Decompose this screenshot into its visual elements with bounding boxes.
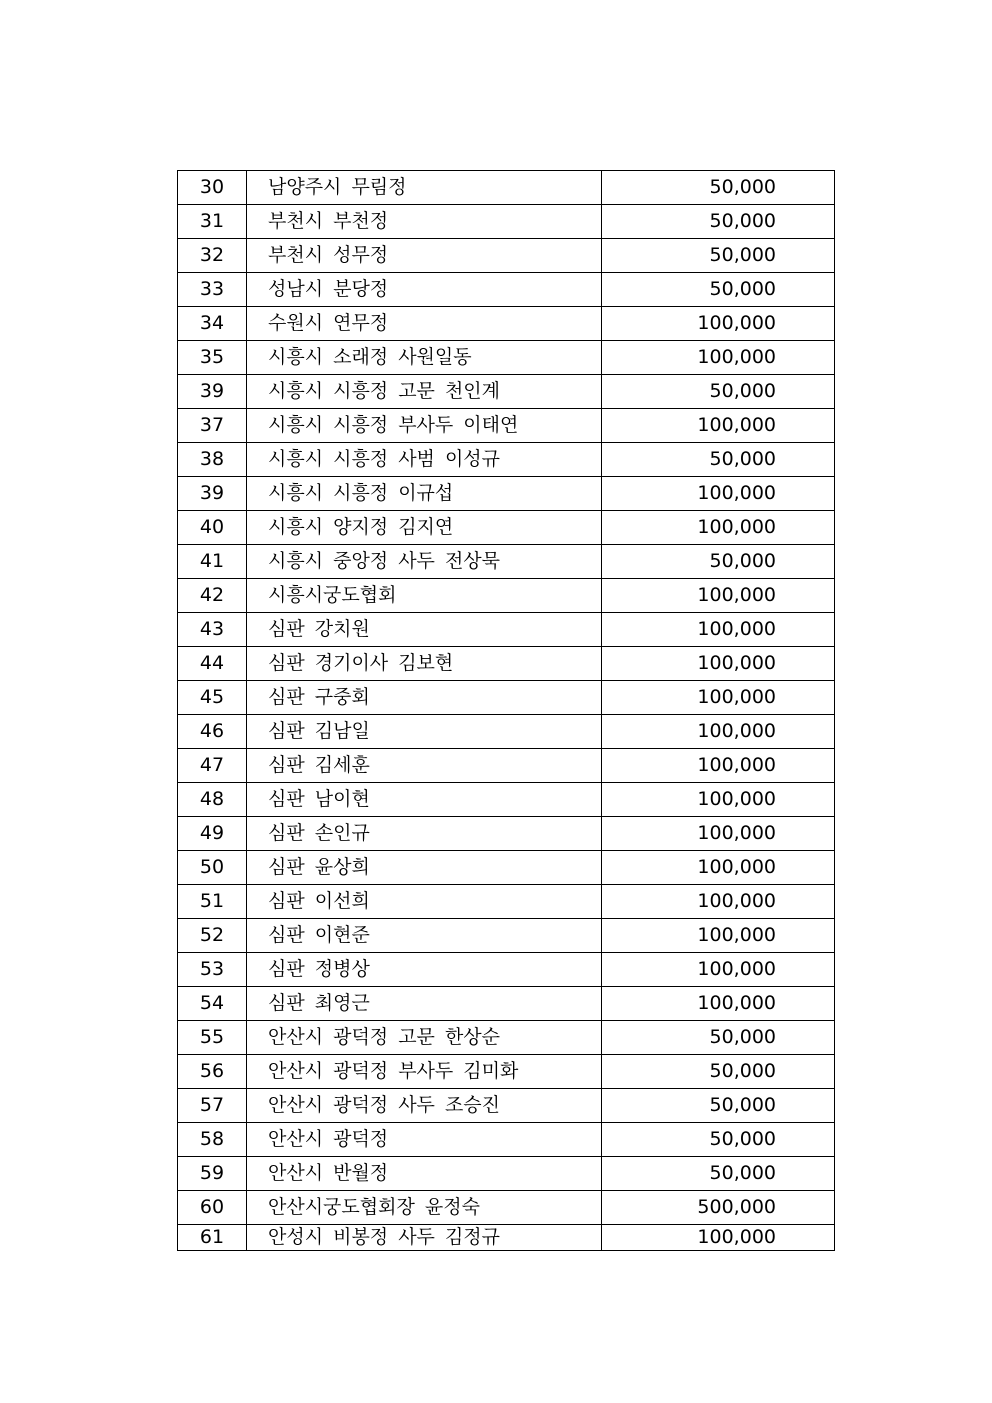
donation-amount: 100,000 <box>602 681 835 715</box>
donor-name: 안성시 비봉정 사두 김정규 <box>247 1225 602 1251</box>
donation-amount: 50,000 <box>602 273 835 307</box>
table-row <box>178 1021 835 1055</box>
donation-amount: 50,000 <box>602 545 835 579</box>
donor-name: 심판 윤상희 <box>247 851 602 885</box>
table-row <box>178 443 835 477</box>
donation-amount: 100,000 <box>602 953 835 987</box>
table-row <box>178 987 835 1021</box>
donation-table <box>177 170 835 1251</box>
table-row <box>178 477 835 511</box>
row-number: 31 <box>178 205 247 239</box>
donation-amount: 100,000 <box>602 341 835 375</box>
donation-amount: 100,000 <box>602 817 835 851</box>
donation-amount: 100,000 <box>602 307 835 341</box>
donation-amount: 100,000 <box>602 613 835 647</box>
donation-amount: 50,000 <box>602 1055 835 1089</box>
row-number: 40 <box>178 511 247 545</box>
donation-amount: 50,000 <box>602 443 835 477</box>
row-number: 50 <box>178 851 247 885</box>
row-number: 30 <box>178 171 247 205</box>
donor-name: 안산시 광덕정 <box>247 1123 602 1157</box>
donor-name: 심판 손인규 <box>247 817 602 851</box>
table-row <box>178 919 835 953</box>
donation-amount: 100,000 <box>602 647 835 681</box>
donor-name: 시흥시 소래정 사원일동 <box>247 341 602 375</box>
donation-amount: 100,000 <box>602 477 835 511</box>
row-number: 60 <box>178 1191 247 1225</box>
donation-amount: 100,000 <box>602 987 835 1021</box>
donor-name: 시흥시 중앙정 사두 전상묵 <box>247 545 602 579</box>
table-row <box>178 885 835 919</box>
table-row <box>178 749 835 783</box>
table-row <box>178 1157 835 1191</box>
row-number: 34 <box>178 307 247 341</box>
table-row <box>178 1123 835 1157</box>
donation-amount: 50,000 <box>602 171 835 205</box>
row-number: 57 <box>178 1089 247 1123</box>
donor-name: 심판 경기이사 김보현 <box>247 647 602 681</box>
donor-name: 시흥시 시흥정 사범 이성규 <box>247 443 602 477</box>
row-number: 42 <box>178 579 247 613</box>
donation-amount: 50,000 <box>602 1157 835 1191</box>
row-number: 51 <box>178 885 247 919</box>
donor-name: 심판 이현준 <box>247 919 602 953</box>
table-row <box>178 1191 835 1225</box>
donor-name: 수원시 연무정 <box>247 307 602 341</box>
table-row <box>178 307 835 341</box>
donation-amount: 100,000 <box>602 919 835 953</box>
donor-name: 심판 최영근 <box>247 987 602 1021</box>
row-number: 58 <box>178 1123 247 1157</box>
table-row <box>178 341 835 375</box>
donor-name: 시흥시궁도협회 <box>247 579 602 613</box>
donor-name: 안산시궁도협회장 윤정숙 <box>247 1191 602 1225</box>
donor-name: 시흥시 시흥정 이규섭 <box>247 477 602 511</box>
donor-name: 시흥시 양지정 김지연 <box>247 511 602 545</box>
row-number: 56 <box>178 1055 247 1089</box>
table-row <box>178 715 835 749</box>
donor-name: 부천시 부천정 <box>247 205 602 239</box>
row-number: 32 <box>178 239 247 273</box>
row-number: 41 <box>178 545 247 579</box>
donation-amount: 100,000 <box>602 749 835 783</box>
table-row <box>178 579 835 613</box>
row-number: 39 <box>178 375 247 409</box>
donation-amount: 100,000 <box>602 579 835 613</box>
table-row <box>178 205 835 239</box>
row-number: 46 <box>178 715 247 749</box>
row-number: 37 <box>178 409 247 443</box>
row-number: 59 <box>178 1157 247 1191</box>
donor-name: 안산시 광덕정 부사두 김미화 <box>247 1055 602 1089</box>
table-row <box>178 239 835 273</box>
row-number: 61 <box>178 1225 247 1251</box>
donation-amount: 50,000 <box>602 205 835 239</box>
row-number: 47 <box>178 749 247 783</box>
table-row <box>178 171 835 205</box>
donation-amount: 50,000 <box>602 239 835 273</box>
table-row <box>178 375 835 409</box>
row-number: 43 <box>178 613 247 647</box>
donor-name: 심판 강치원 <box>247 613 602 647</box>
table-row <box>178 681 835 715</box>
table-row <box>178 545 835 579</box>
donation-amount: 50,000 <box>602 1123 835 1157</box>
donation-table-body <box>178 171 835 1251</box>
donation-amount: 100,000 <box>602 783 835 817</box>
donor-name: 안산시 광덕정 사두 조승진 <box>247 1089 602 1123</box>
donor-name: 안산시 광덕정 고문 한상순 <box>247 1021 602 1055</box>
donor-name: 심판 김세훈 <box>247 749 602 783</box>
table-row <box>178 511 835 545</box>
row-number: 33 <box>178 273 247 307</box>
table-row <box>178 851 835 885</box>
table-row <box>178 613 835 647</box>
donation-amount: 500,000 <box>602 1191 835 1225</box>
table-row <box>178 1055 835 1089</box>
donor-name: 부천시 성무정 <box>247 239 602 273</box>
row-number: 39 <box>178 477 247 511</box>
donor-name: 안산시 반월정 <box>247 1157 602 1191</box>
row-number: 35 <box>178 341 247 375</box>
row-number: 52 <box>178 919 247 953</box>
donation-amount: 100,000 <box>602 1225 835 1251</box>
row-number: 44 <box>178 647 247 681</box>
donation-amount: 100,000 <box>602 885 835 919</box>
donation-amount: 100,000 <box>602 715 835 749</box>
donor-name: 심판 김남일 <box>247 715 602 749</box>
donor-name: 심판 이선희 <box>247 885 602 919</box>
table-row <box>178 1225 835 1251</box>
donor-name: 심판 남이현 <box>247 783 602 817</box>
table-row <box>178 409 835 443</box>
row-number: 54 <box>178 987 247 1021</box>
table-row <box>178 953 835 987</box>
row-number: 45 <box>178 681 247 715</box>
donation-amount: 50,000 <box>602 375 835 409</box>
table-row <box>178 1089 835 1123</box>
donor-name: 심판 정병상 <box>247 953 602 987</box>
donation-amount: 100,000 <box>602 409 835 443</box>
donation-amount: 100,000 <box>602 511 835 545</box>
donation-amount: 50,000 <box>602 1021 835 1055</box>
row-number: 48 <box>178 783 247 817</box>
donation-amount: 50,000 <box>602 1089 835 1123</box>
table-row <box>178 647 835 681</box>
donor-name: 남양주시 무림정 <box>247 171 602 205</box>
table-row <box>178 783 835 817</box>
table-row <box>178 817 835 851</box>
row-number: 55 <box>178 1021 247 1055</box>
donor-name: 시흥시 시흥정 고문 천인계 <box>247 375 602 409</box>
row-number: 49 <box>178 817 247 851</box>
donor-name: 성남시 분당정 <box>247 273 602 307</box>
donor-name: 심판 구중회 <box>247 681 602 715</box>
row-number: 53 <box>178 953 247 987</box>
row-number: 38 <box>178 443 247 477</box>
table-row <box>178 273 835 307</box>
donation-amount: 100,000 <box>602 851 835 885</box>
donor-name: 시흥시 시흥정 부사두 이태연 <box>247 409 602 443</box>
